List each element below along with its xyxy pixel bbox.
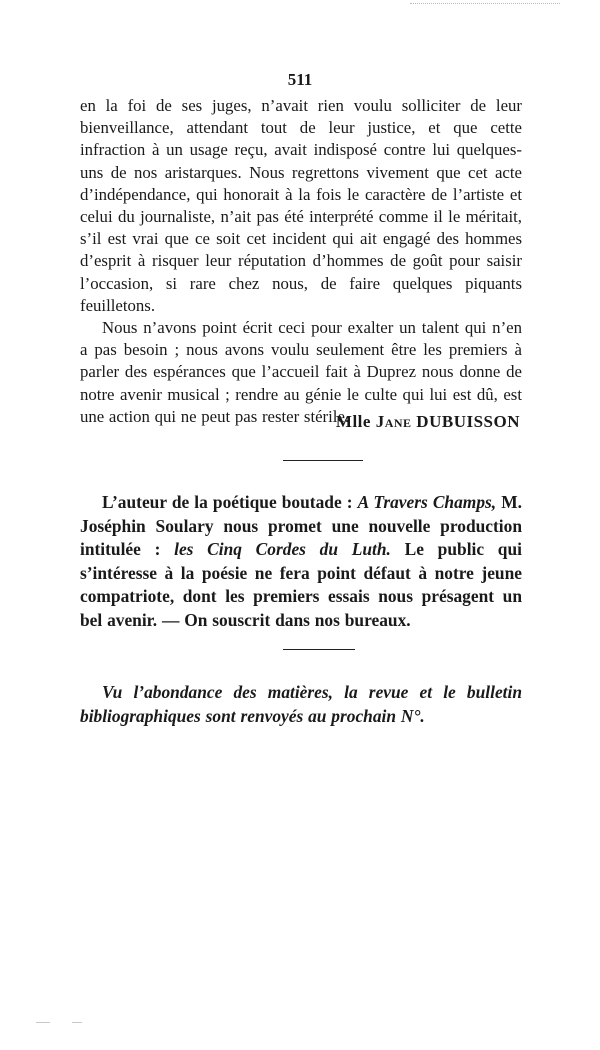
article-continuation-paragraph: en la foi de ses juges, n’avait rien voulu solliciter de leur bienveillance, attendant tout de leur justice, et que cette infraction à un usage reçu, avait indisposé contre lui quelques-uns de nos aristarques. Nous regrettons vivement que cet acte d’indépendance, qui honorait à la fois le caractère de l’artiste et celui du journaliste, n’ait pas été interprété comme il le méritait, s’il est vrai que ce soit cet incident qui ait engagé des hommes d’esprit à risquer leur réputation d’hommes de goût pour saisir l’occasion, si rare chez nous, de faire quelques piquants feuilletons.: [80, 96, 522, 315]
signature-title: Mlle: [335, 412, 371, 431]
notice-work-title-1: A Travers Champs,: [357, 492, 497, 512]
bottom-edge-mark: [36, 1022, 50, 1023]
section-divider: [283, 649, 355, 650]
article-body: [80, 95, 522, 428]
notice-text-middle: M. Joséphin Soulary nous promet une nouvelle production intitulée :: [80, 492, 522, 559]
author-signature: [0, 412, 520, 432]
editorial-note: [80, 680, 522, 728]
page-number: 511: [287, 70, 313, 89]
section-divider: [283, 460, 363, 461]
notice-text-intro: L’auteur de la poétique boutade :: [102, 492, 358, 512]
signature-last-name: DUBUISSON: [416, 412, 520, 431]
article-paragraph-2: Nous n’avons point écrit ceci pour exalter un talent qui n’en a pas besoin ; nous avons voulu seulement être les premiers à parler des espérances que l’accueil fait à Duprez nous donne de notre avenir musical ; rendre au génie le culte qui lui est dû, est une action qui ne peut pas rester stérile.: [80, 318, 522, 426]
bottom-edge-mark: [72, 1022, 82, 1023]
publication-notice-paragraph: [80, 491, 522, 632]
notice-text-end: Le public qui s’intéresse à la poésie ne fera point défaut à notre jeune compatriote, dont les premiers essais nous présagent un bel avenir. — On souscrit dans nos bureaux.: [80, 539, 522, 630]
signature-first-name: Jane: [375, 412, 412, 431]
notice-work-title-2: les Cinq Cordes du Luth.: [174, 539, 391, 559]
publication-notice: [80, 491, 522, 632]
top-edge-mark: [410, 3, 560, 4]
editorial-note-text: Vu l’abondance des matières, la revue et le bulletin bibliographiques sont renvoyés au prochain N°.: [80, 682, 522, 726]
